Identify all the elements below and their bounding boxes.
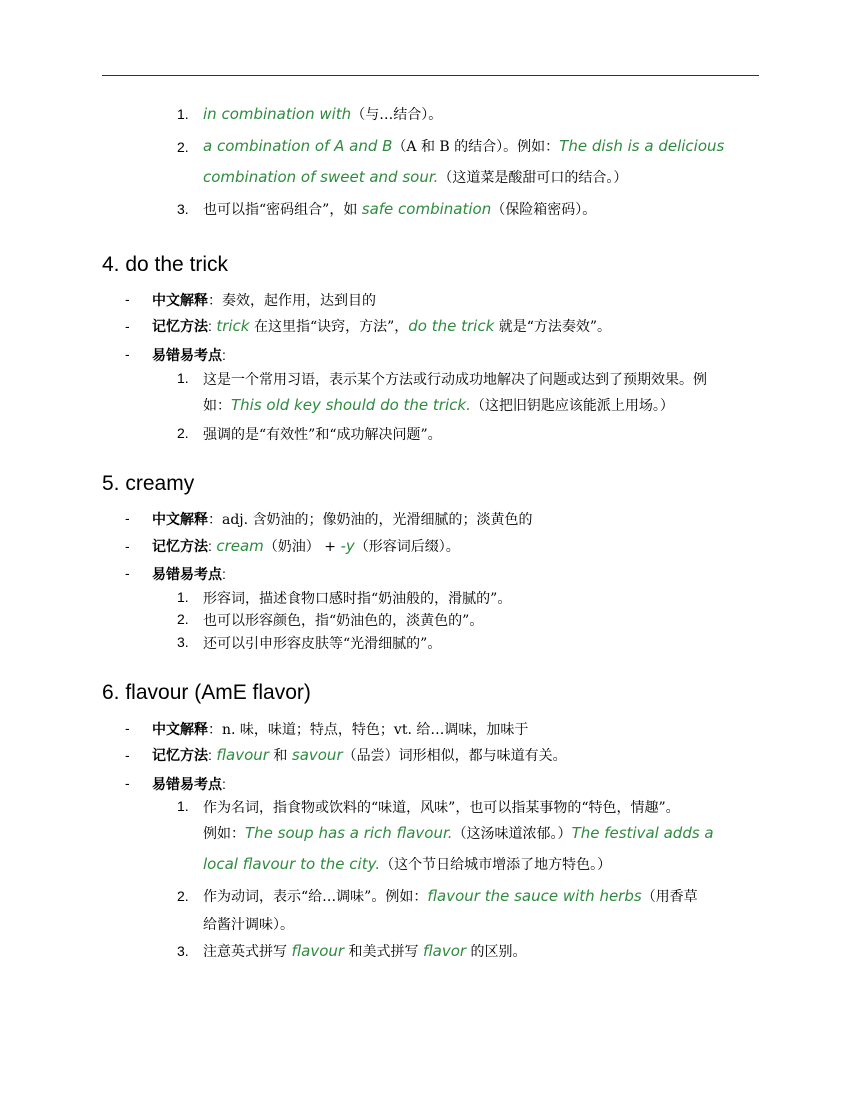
bullet-dash: - [125,291,130,307]
list-item: 这是一个常用习语，表示某个方法或行动成功地解决了问题或达到了预期效果。例 [203,372,707,388]
bullet-dash: - [125,747,130,763]
error-prone-points: 易错易考点: [152,347,226,363]
list-item: 作为名词，指食物或饮料的“味道，风味”，也可以指某事物的“特色，情趣”。 [203,800,680,816]
list-item: 形容词，描述食物口感时指“奶油般的，滑腻的”。 [203,591,512,607]
list-item-continuation: local flavour to the city.（这个节日给城市增添了地方特色。） [203,855,612,873]
section-title: 4. do the trick [102,253,229,276]
bullet-dash: - [125,318,130,334]
list-item-continuation: 给酱汁调味）。 [203,917,294,933]
chinese-explanation: 中文解释：n. 味，味道；特点，特色；vt. 给…调味，加味于 [152,721,529,738]
error-prone-points: 易错易考点: [152,776,226,792]
list-item-continuation: combination of sweet and sour.（这道菜是酸甜可口的结合。） [203,168,628,186]
bullet-dash: - [125,510,130,526]
list-item: in combination with（与…结合）。 [203,105,443,123]
list-item: 也可以指“密码组合”，如 safe combination（保险箱密码）。 [203,200,597,218]
list-number: 1. [177,798,189,814]
section-title: 6. flavour (AmE flavor) [102,681,311,704]
list-item-continuation: 如：This old key should do the trick.（这把旧钥匙应该能派上用场。） [203,396,674,414]
bullet-dash: - [125,720,130,736]
list-item: 强调的是“有效性”和“成功解决问题”。 [203,427,442,443]
section-title: 5. creamy [102,472,195,495]
list-number: 3. [177,943,189,959]
bullet-dash: - [125,538,130,554]
list-number: 2. [177,425,189,441]
list-number: 2. [177,888,189,904]
memory-method: 记忆方法: cream（奶油） + -y（形容词后缀）。 [152,537,460,555]
list-number: 1. [177,370,189,386]
list-number: 2. [177,139,189,155]
list-item: 还可以引申形容皮肤等“光滑细腻的”。 [203,636,442,652]
memory-method: 记忆方法: trick 在这里指“诀窍，方法”，do the trick 就是“方法奏效”。 [152,317,612,335]
list-number: 2. [177,611,189,627]
list-item: 作为动词，表示“给…调味”。例如：flavour the sauce with herbs（用香草 [203,887,698,905]
chinese-explanation: 中文解释：奏效，起作用，达到目的 [152,292,376,309]
list-number: 3. [177,201,189,217]
list-item: 也可以形容颜色，指“奶油色的，淡黄色的”。 [203,613,484,629]
list-number: 3. [177,634,189,650]
bullet-dash: - [125,346,130,362]
list-item: a combination of A and B（A 和 B 的结合）。例如：The dish is a delicious [203,137,725,155]
header-rule [102,75,759,76]
list-item-continuation: 例如：The soup has a rich flavour.（这汤味道浓郁。）The festival adds a [203,824,714,842]
memory-method: 记忆方法: flavour 和 savour（品尝）词形相似，都与味道有关。 [152,746,567,764]
list-number: 1. [177,106,189,122]
bullet-dash: - [125,565,130,581]
error-prone-points: 易错易考点: [152,566,226,582]
list-item: 注意英式拼写 flavour 和美式拼写 flavor 的区别。 [203,942,527,960]
chinese-explanation: 中文解释：adj. 含奶油的；像奶油的，光滑细腻的；淡黄色的 [152,511,533,528]
list-number: 1. [177,589,189,605]
bullet-dash: - [125,775,130,791]
